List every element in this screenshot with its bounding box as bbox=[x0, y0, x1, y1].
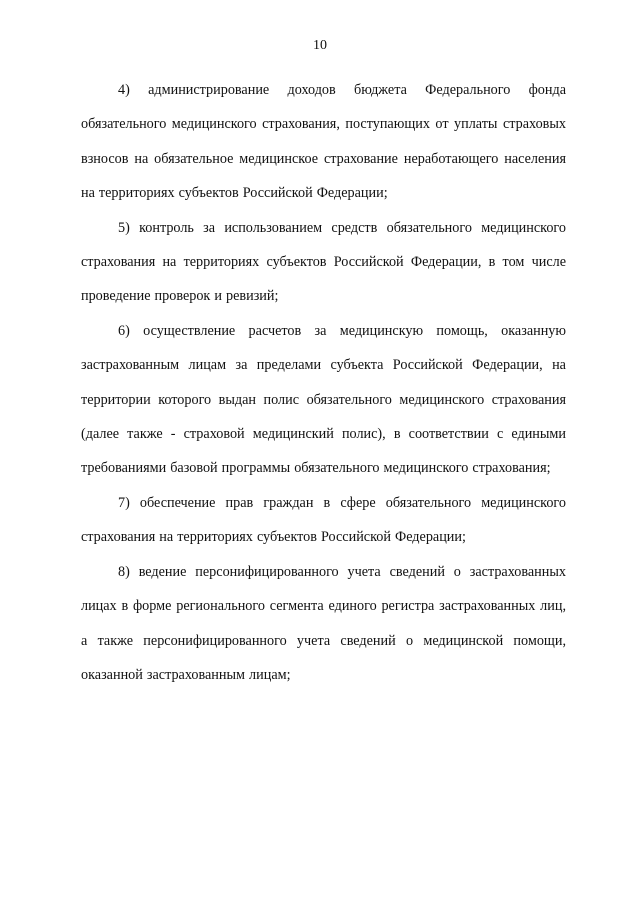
paragraph-item-5: 5) контроль за использованием средств обязательного медицинского страхования на территориях субъектов Российской Федерации, в том числе проведение проверок и ревизий; bbox=[81, 219, 566, 305]
paragraph-item-7: 7) обеспечение прав граждан в сфере обязательного медицинского страхования на территориях субъектов Российской Федерации; bbox=[81, 494, 566, 546]
paragraph-item-8: 8) ведение персонифицированного учета сведений о застрахованных лицах в форме регионального сегмента единого регистра застрахованных лиц, а также персонифицированного учета сведений о медицинской помощи, оказанной застрахованным лицам; bbox=[81, 563, 566, 683]
page-number: 10 bbox=[313, 38, 327, 53]
document-body bbox=[81, 73, 566, 692]
paragraph-item-4: 4) администрирование доходов бюджета Федерального фонда обязательного медицинского страхования, поступающих от уплаты страховых взносов на обязательное медицинское страхование неработающего населения на территориях субъектов Российской Федерации; bbox=[81, 82, 566, 202]
paragraph-item-6: 6) осуществление расчетов за медицинскую помощь, оказанную застрахованным лицам за пределами субъекта Российской Федерации, на территории которого выдан полис обязательного медицинского страхования (далее также - страховой медицинский полис), в соответствии с едиными требованиями базовой программы обязательного медицинского страхования; bbox=[81, 322, 566, 477]
